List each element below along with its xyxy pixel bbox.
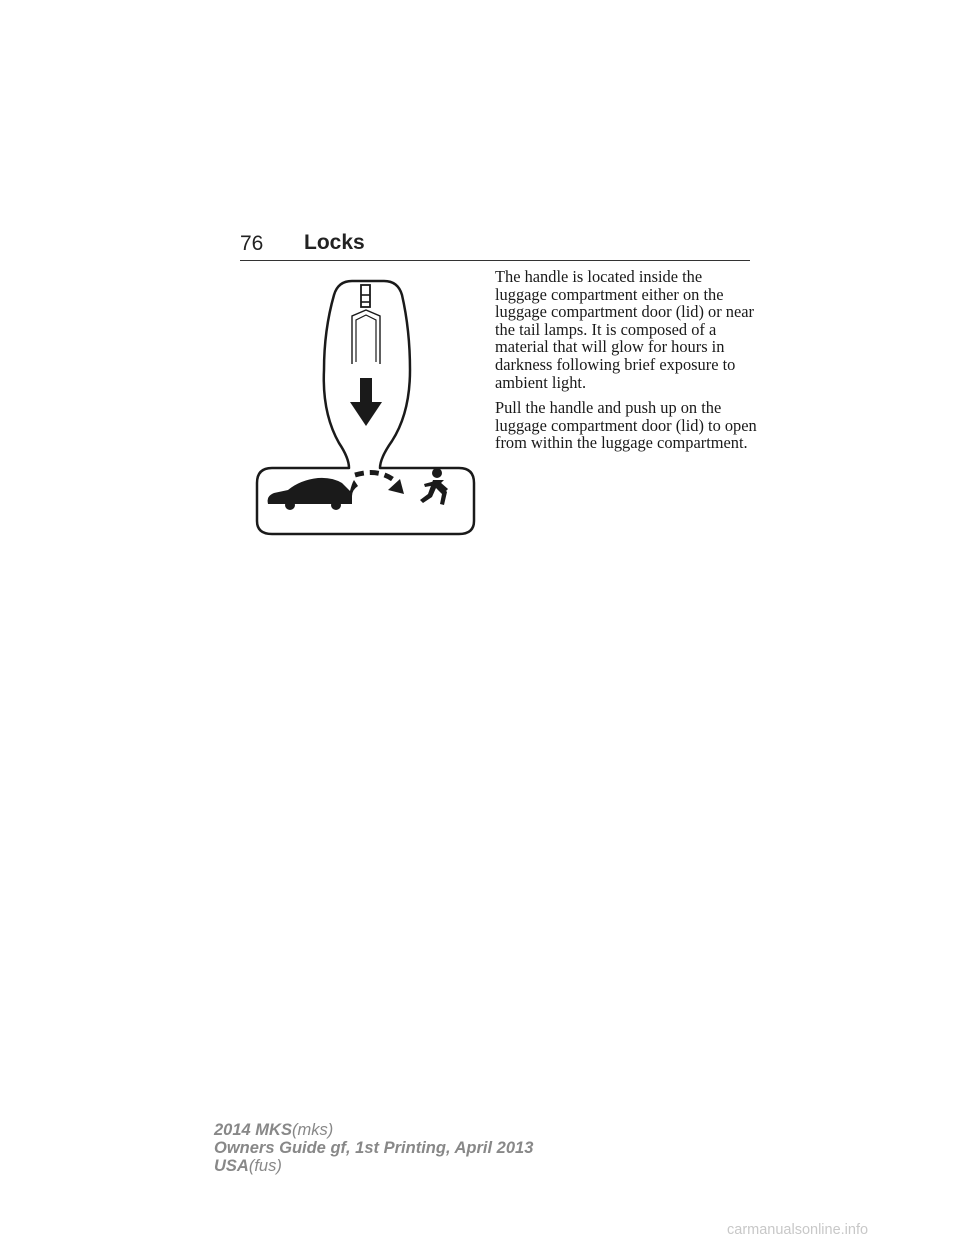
section-title: Locks xyxy=(304,231,365,254)
footer-model: 2014 MKS xyxy=(214,1121,292,1139)
page-header xyxy=(240,230,750,261)
page-number: 76 xyxy=(240,232,264,255)
footer-region-code: (fus) xyxy=(248,1157,282,1175)
footer xyxy=(214,1121,634,1175)
footer-model-code: (mks) xyxy=(291,1121,334,1139)
footer-model-line xyxy=(214,1121,634,1139)
paragraph-handle-location: The handle is located inside the luggage compartment either on the luggage compartment door (lid) or near the tail lamps. It is composed of a material that will glow for hours in darkness following brief exposure to ambient light. xyxy=(495,267,754,392)
watermark: carmanualsonline.info xyxy=(727,1222,869,1238)
paragraph-handle-usage: Pull the handle and push up on the luggage compartment door (lid) to open from within the luggage compartment. xyxy=(495,398,757,453)
footer-region-line xyxy=(214,1157,634,1175)
emergency-trunk-release-handle-icon xyxy=(252,278,480,538)
body-text xyxy=(495,268,757,460)
footer-region: USA xyxy=(214,1157,249,1175)
footer-guide-line: Owners Guide gf, 1st Printing, April 2013 xyxy=(214,1139,534,1157)
